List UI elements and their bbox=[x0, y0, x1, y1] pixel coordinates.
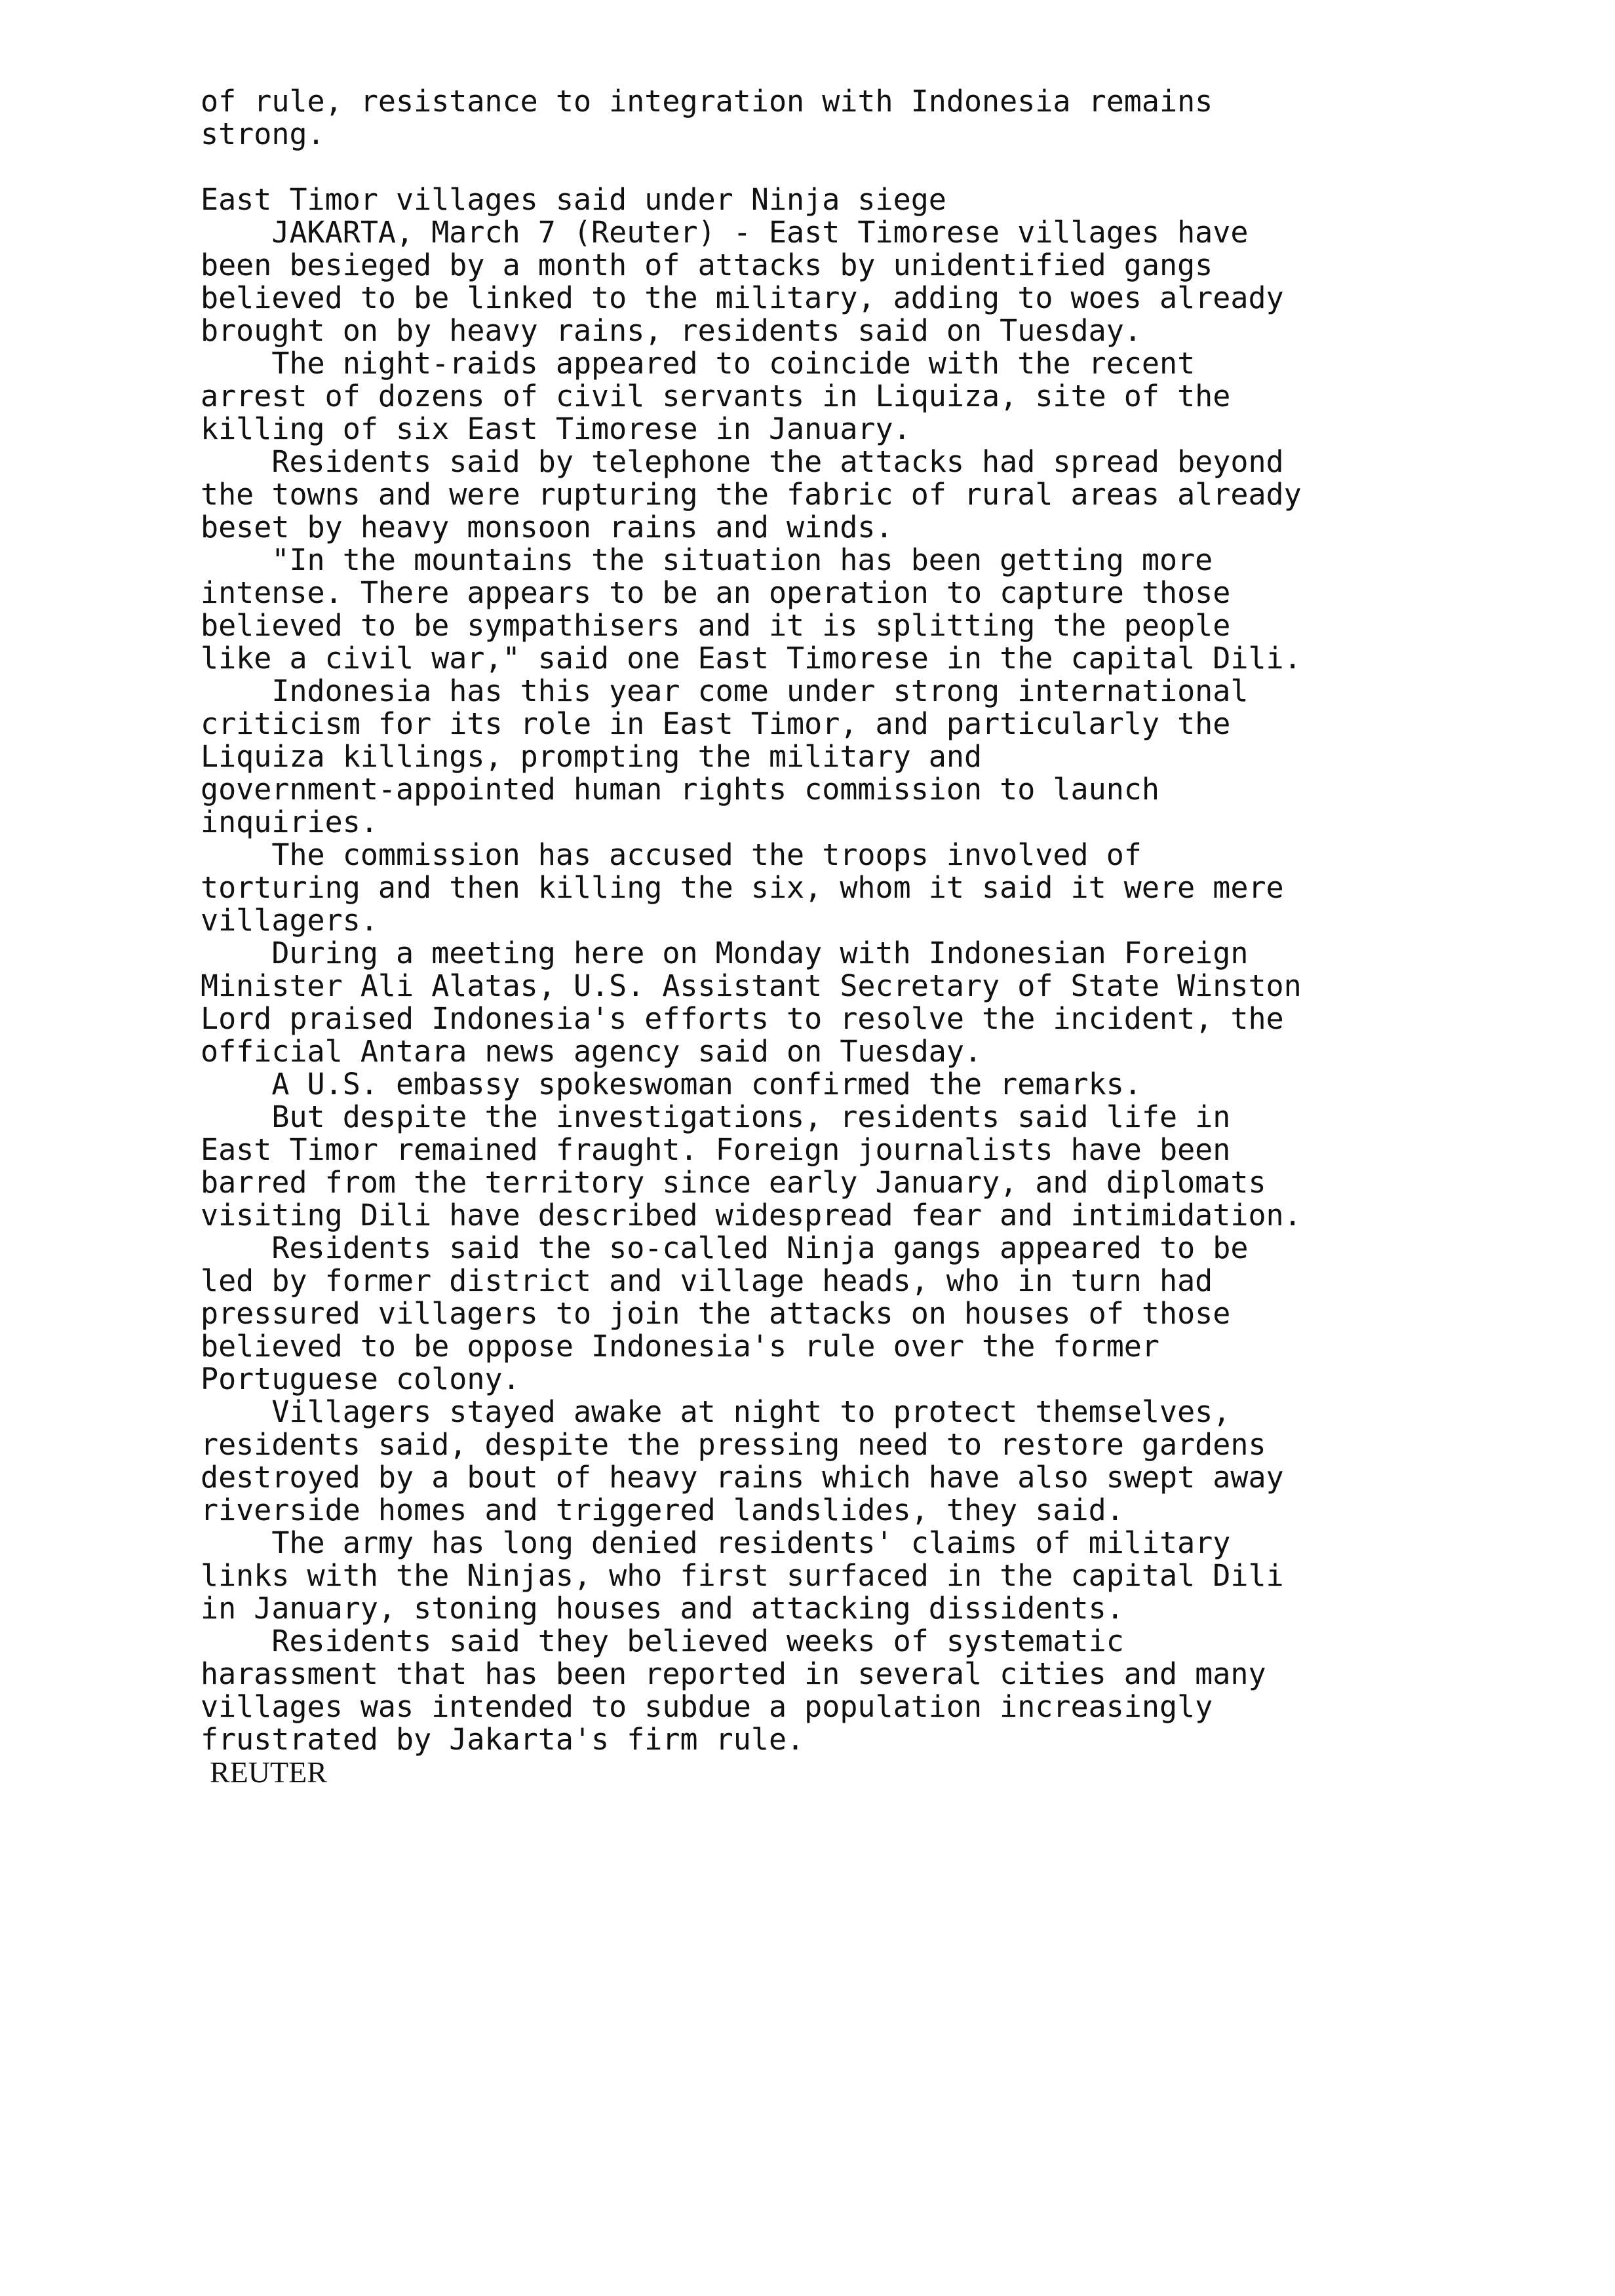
article-column bbox=[201, 85, 1511, 1789]
paragraph-gap bbox=[201, 151, 1511, 183]
article-body-line: like a civil war," said one East Timorese in the capital Dili. bbox=[201, 641, 1302, 676]
article-body-line: residents said, despite the pressing need to restore gardens bbox=[201, 1427, 1266, 1462]
lead-fragment-line: of rule, resistance to integration with Indonesia remains bbox=[201, 84, 1213, 119]
article-body-line: destroyed by a bout of heavy rains which have also swept away bbox=[201, 1460, 1284, 1495]
article-body-line: believed to be oppose Indonesia's rule over the former bbox=[201, 1329, 1159, 1364]
article-headline: East Timor villages said under Ninja siege bbox=[201, 182, 946, 217]
article-body-line: harassment that has been reported in several cities and many bbox=[201, 1656, 1266, 1691]
article-body-line: Residents said the so-called Ninja gangs appeared to be bbox=[201, 1231, 1249, 1265]
article-body-line: JAKARTA, March 7 (Reuter) - East Timorese villages have bbox=[201, 215, 1249, 250]
article-body-line: brought on by heavy rains, residents said on Tuesday. bbox=[201, 313, 1142, 348]
article-body-line: villagers. bbox=[201, 903, 378, 938]
article-body-line: Residents said by telephone the attacks had spread beyond bbox=[201, 444, 1284, 479]
article-body-line: beset by heavy monsoon rains and winds. bbox=[201, 510, 893, 545]
article-body-line: Lord praised Indonesia's efforts to resolve the incident, the bbox=[201, 1001, 1284, 1036]
article-body-line: government-appointed human rights commission to launch bbox=[201, 772, 1159, 807]
article-body-line: During a meeting here on Monday with Indonesian Foreign bbox=[201, 936, 1249, 970]
article-body-line: But despite the investigations, residents said life in bbox=[201, 1100, 1231, 1134]
article-body-line: riverside homes and triggered landslides, they said. bbox=[201, 1493, 1124, 1527]
article-body-line: A U.S. embassy spokeswoman confirmed the remarks. bbox=[201, 1067, 1142, 1101]
article-body-line: criticism for its role in East Timor, and particularly the bbox=[201, 706, 1231, 741]
article-body-line: torturing and then killing the six, whom it said it were mere bbox=[201, 870, 1284, 905]
lead-fragment-line: strong. bbox=[201, 117, 325, 151]
article-body-line: Residents said they believed weeks of systematic bbox=[201, 1624, 1124, 1658]
article-body-line: Minister Ali Alatas, U.S. Assistant Secretary of State Winston bbox=[201, 968, 1302, 1003]
article-body-line: believed to be sympathisers and it is splitting the people bbox=[201, 608, 1231, 643]
article-body-line: villages was intended to subdue a population increasingly bbox=[201, 1689, 1213, 1724]
article-body-line: led by former district and village heads, who in turn had bbox=[201, 1263, 1213, 1298]
article-body-line: Indonesia has this year come under strong international bbox=[201, 674, 1249, 708]
article-body-line: Villagers stayed awake at night to protect themselves, bbox=[201, 1394, 1231, 1429]
article-body bbox=[201, 216, 1511, 1756]
article-body-line: barred from the territory since early January, and diplomats bbox=[201, 1165, 1266, 1200]
article-body-line: believed to be linked to the military, adding to woes already bbox=[201, 280, 1284, 315]
article-signoff: REUTER bbox=[210, 1755, 327, 1789]
article-body-line: frustrated by Jakarta's firm rule. bbox=[201, 1722, 805, 1757]
article-body-line: The night-raids appeared to coincide with the recent bbox=[201, 346, 1196, 381]
article-body-line: intense. There appears to be an operation to capture those bbox=[201, 575, 1231, 610]
article-body-line: killing of six East Timorese in January. bbox=[201, 411, 911, 446]
article-body-line: The army has long denied residents' claims of military bbox=[201, 1525, 1231, 1560]
article-body-line: arrest of dozens of civil servants in Liquiza, site of the bbox=[201, 379, 1231, 413]
article-body-line: links with the Ninjas, who first surfaced in the capital Dili bbox=[201, 1558, 1284, 1593]
article-body-line: visiting Dili have described widespread fear and intimidation. bbox=[201, 1198, 1302, 1233]
article-body-line: East Timor remained fraught. Foreign journalists have been bbox=[201, 1132, 1231, 1167]
article-body-line: The commission has accused the troops involved of bbox=[201, 837, 1142, 872]
article-body-line: the towns and were rupturing the fabric of rural areas already bbox=[201, 477, 1302, 512]
article-body-line: in January, stoning houses and attacking dissidents. bbox=[201, 1591, 1124, 1626]
article-body-line: Portuguese colony. bbox=[201, 1362, 520, 1396]
article-body-line: official Antara news agency said on Tuesday. bbox=[201, 1034, 983, 1069]
article-body-line: pressured villagers to join the attacks on houses of those bbox=[201, 1296, 1231, 1331]
article-body-line: Liquiza killings, prompting the military and bbox=[201, 739, 983, 774]
article-body-line: been besieged by a month of attacks by unidentified gangs bbox=[201, 248, 1213, 282]
article-body-line: inquiries. bbox=[201, 805, 378, 839]
article-body-line: "In the mountains the situation has been getting more bbox=[201, 543, 1213, 577]
